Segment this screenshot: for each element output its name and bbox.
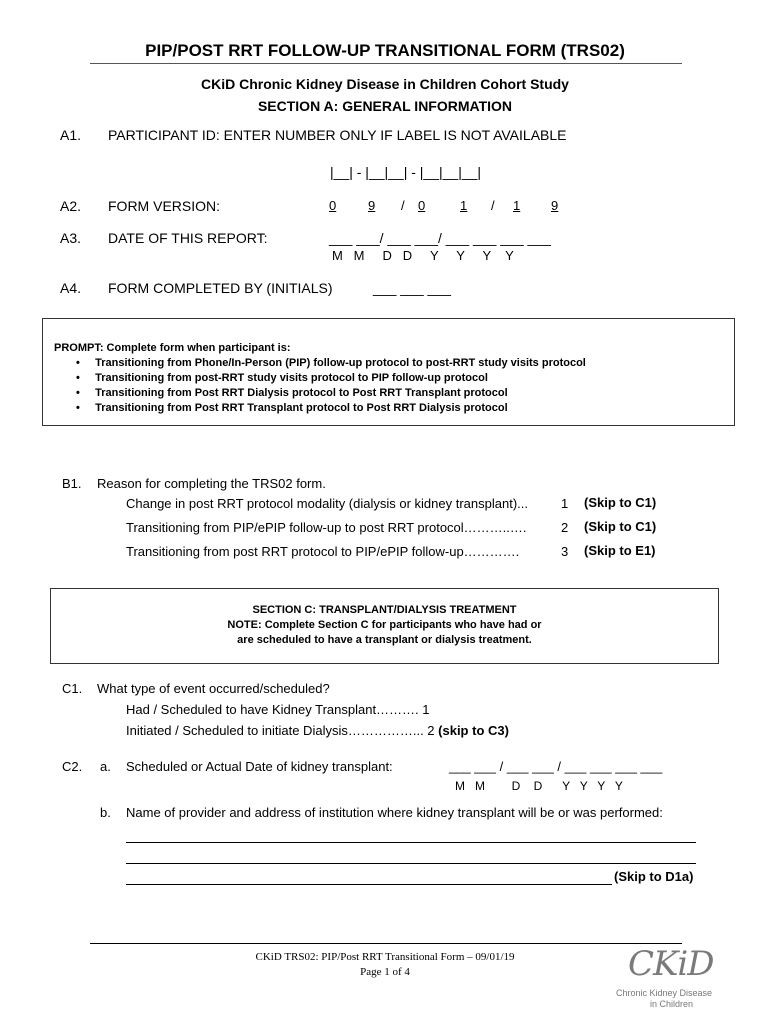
transplant-date-format: M M D D Y Y Y Y	[455, 779, 623, 793]
page-number: Page 1 of 4	[360, 966, 410, 978]
section-c-note: NOTE: Complete Section C for participants who have had or	[227, 619, 542, 631]
a2-label: FORM VERSION:	[108, 198, 221, 214]
report-date-format: M M D D Y Y Y Y	[332, 248, 514, 263]
form-version-digit: 9	[368, 198, 376, 213]
b1-number: B1.	[62, 476, 82, 491]
prompt-item: • Transitioning from Post RRT Transplant protocol to Post RRT Dialysis protocol	[76, 402, 508, 414]
b1-skip: (Skip to E1)	[584, 543, 656, 558]
transplant-date-field[interactable]: ___ ___ / ___ ___ / ___ ___ ___ ___	[449, 759, 663, 774]
b1-skip: (Skip to C1)	[584, 495, 657, 510]
ckid-logo	[612, 944, 722, 1014]
c1-option[interactable]: Had / Scheduled to have Kidney Transplant………. 1	[126, 702, 430, 717]
provider-line[interactable]	[126, 842, 696, 843]
c1-number: C1.	[62, 681, 83, 696]
c2-number: C2.	[62, 759, 83, 774]
initials-field[interactable]: ___ ___ ___	[373, 280, 451, 296]
c2-b-skip: (Skip to D1a)	[614, 869, 694, 884]
b1-skip: (Skip to C1)	[584, 519, 657, 534]
a2-number: A2.	[60, 198, 82, 214]
b1-option[interactable]: Transitioning from post RRT protocol to PIP/ePIP follow-up………….	[126, 544, 520, 559]
b1-option[interactable]: Transitioning from PIP/ePIP follow-up to post RRT protocol………..….	[126, 520, 527, 535]
c2-b-label: Name of provider and address of institution where kidney transplant will be or was performed:	[126, 805, 663, 820]
prompt-heading: PROMPT: Complete form when participant is:	[54, 342, 291, 354]
footer-rule	[90, 943, 682, 944]
a1-number: A1.	[60, 127, 82, 143]
provider-line[interactable]	[126, 884, 612, 885]
section-c-note: are scheduled to have a transplant or dialysis treatment.	[237, 634, 532, 646]
a3-number: A3.	[60, 230, 82, 246]
form-version-digit: 9	[551, 198, 559, 213]
ckid-logo-sub: Chronic Kidney Disease	[616, 988, 713, 998]
prompt-item: • Transitioning from post-RRT study visits protocol to PIP follow-up protocol	[76, 372, 488, 384]
a4-number: A4.	[60, 280, 82, 296]
form-version-slash: /	[401, 198, 405, 213]
form-version-digit: 0	[418, 198, 426, 213]
form-version-slash: /	[491, 198, 495, 213]
study-name: CKiD Chronic Kidney Disease in Children Cohort Study	[201, 76, 569, 92]
prompt-item: • Transitioning from Phone/In-Person (PIP) follow-up protocol to post-RRT study visits protocol	[76, 357, 586, 369]
prompt-item: • Transitioning from Post RRT Dialysis protocol to Post RRT Transplant protocol	[76, 387, 508, 399]
c2-a-letter: a.	[100, 759, 111, 774]
report-date-field[interactable]: ___ ___/ ___ ___/ ___ ___ ___ ___	[329, 230, 551, 246]
title-rule	[90, 63, 682, 64]
participant-id-field[interactable]: |__| - |__|__| - |__|__|__|	[330, 164, 482, 180]
form-version-digit: 1	[513, 198, 521, 213]
c1-skip: (skip to C3)	[438, 723, 509, 738]
b1-question: Reason for completing the TRS02 form.	[97, 476, 326, 491]
form-title: PIP/POST RRT FOLLOW-UP TRANSITIONAL FORM (TRS02)	[145, 41, 625, 60]
c1-question: What type of event occurred/scheduled?	[97, 681, 330, 696]
ckid-logo-sub: in Children	[650, 999, 694, 1009]
a1-label: PARTICIPANT ID: ENTER NUMBER ONLY IF LABEL IS NOT AVAILABLE	[108, 127, 567, 143]
form-version-digit: 0	[329, 198, 337, 213]
section-a-title: SECTION A: GENERAL INFORMATION	[257, 98, 513, 114]
b1-option-code[interactable]: 3	[561, 544, 569, 559]
b1-option[interactable]: Change in post RRT protocol modality (dialysis or kidney transplant)...	[126, 496, 528, 511]
provider-line[interactable]	[126, 863, 696, 864]
form-version-digit: 1	[460, 198, 468, 213]
c1-option[interactable]: Initiated / Scheduled to initiate Dialysis……………... 2 (skip to C3)	[126, 723, 509, 738]
b1-option-code[interactable]: 2	[561, 520, 569, 535]
a3-label: DATE OF THIS REPORT:	[108, 230, 268, 246]
ckid-logo-letters: CKiD	[628, 944, 714, 984]
section-c-title: SECTION C: TRANSPLANT/DIALYSIS TREATMENT	[252, 604, 517, 616]
c2-a-label: Scheduled or Actual Date of kidney transplant:	[126, 759, 393, 774]
b1-option-code[interactable]: 1	[561, 496, 569, 511]
a4-label: FORM COMPLETED BY (INITIALS)	[108, 280, 333, 296]
footer-text: CKiD TRS02: PIP/Post RRT Transitional Form – 09/01/19	[255, 951, 515, 963]
c2-b-letter: b.	[100, 805, 111, 820]
